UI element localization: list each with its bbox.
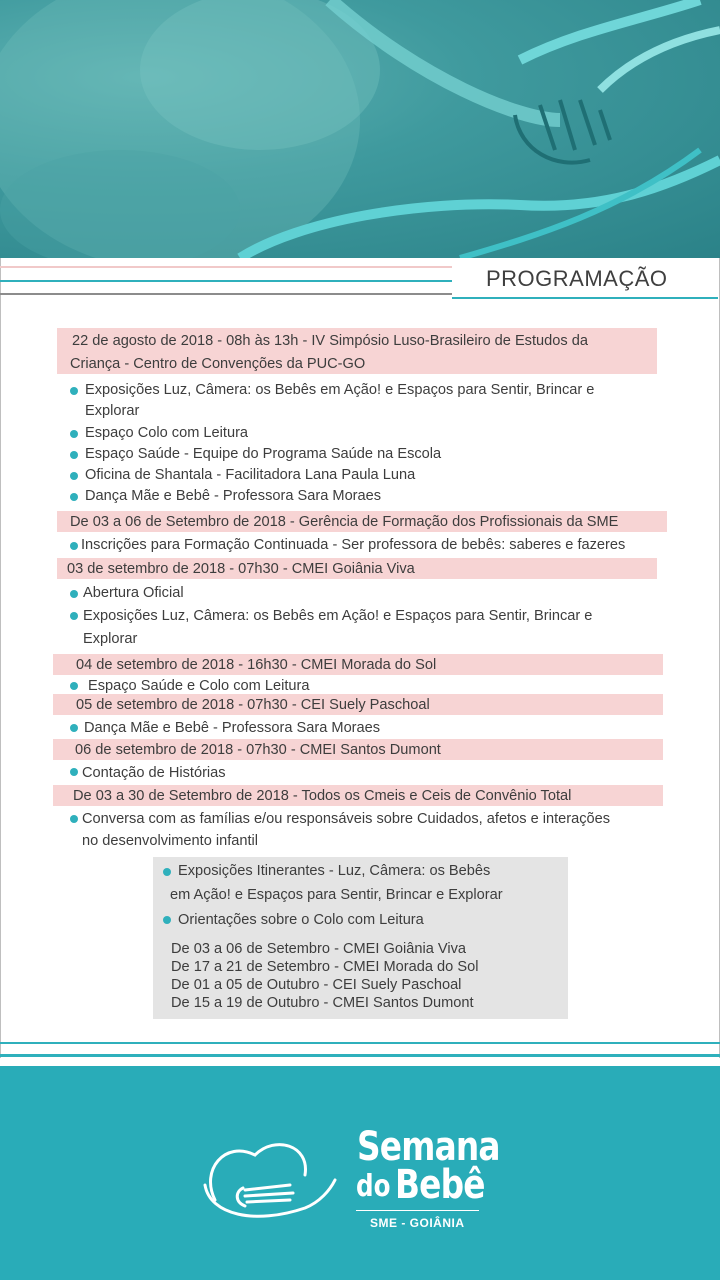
list-item: Dança Mãe e Bebê - Professora Sara Moraes xyxy=(85,488,382,504)
brand-semana: Semana xyxy=(357,1124,500,1170)
section-heading: De 03 a 06 de Setembro de 2018 - Gerência de Formação dos Profissionais da SME xyxy=(70,514,619,530)
list-item: Dança Mãe e Bebê - Professora Sara Moraes xyxy=(84,720,381,736)
bullet-icon xyxy=(70,612,78,620)
list-item: Espaço Saúde - Equipe do Programa Saúde na Escola xyxy=(85,446,442,462)
list-item: Espaço Colo com Leitura xyxy=(85,425,249,441)
hero-banner xyxy=(0,0,720,258)
section-heading: 05 de setembro de 2018 - 07h30 - CEI Suely Paschoal xyxy=(76,697,430,713)
bullet-icon xyxy=(163,868,171,876)
section-heading: 04 de setembro de 2018 - 16h30 - CMEI Morada do Sol xyxy=(76,657,437,673)
section-heading: 03 de setembro de 2018 - 07h30 - CMEI Goiânia Viva xyxy=(67,561,415,577)
schedule-line: De 15 a 19 de Outubro - CMEI Santos Dumont xyxy=(171,995,474,1011)
schedule-line: De 01 a 05 de Outubro - CEI Suely Paschoal xyxy=(171,977,462,993)
bullet-icon xyxy=(70,387,78,395)
itinerant-item: em Ação! e Espaços para Sentir, Brincar e Explorar xyxy=(170,887,503,903)
hands-heart-icon xyxy=(195,1130,355,1230)
itinerant-item: Exposições Itinerantes - Luz, Câmera: os Bebês xyxy=(178,863,491,879)
bullet-icon xyxy=(70,768,78,776)
schedule-line: De 03 a 06 de Setembro - CMEI Goiânia Viva xyxy=(171,941,467,957)
brand-sub: SME - GOIÂNIA xyxy=(370,1216,465,1230)
list-item: Inscrições para Formação Continuada - Ser professora de bebês: saberes e fazeres xyxy=(81,537,626,553)
stripe-gray xyxy=(0,293,452,295)
bullet-icon xyxy=(70,472,78,480)
brand-bebe: Bebê xyxy=(395,1162,485,1208)
list-item: Exposições Luz, Câmera: os Bebês em Ação! e Espaços para Sentir, Brincar e xyxy=(85,382,595,398)
bullet-icon xyxy=(70,430,78,438)
list-item: Abertura Oficial xyxy=(83,585,184,601)
bullet-icon xyxy=(70,682,78,690)
list-item: Conversa com as famílias e/ou responsáveis sobre Cuidados, afetos e interações xyxy=(82,811,611,827)
list-item: Oficina de Shantala - Facilitadora Lana Paula Luna xyxy=(85,467,416,483)
list-item: no desenvolvimento infantil xyxy=(82,833,259,849)
bullet-icon xyxy=(163,916,171,924)
bullet-icon xyxy=(70,451,78,459)
page-title: PROGRAMAÇÃO xyxy=(486,266,668,291)
list-item: Contação de Histórias xyxy=(82,765,226,781)
bullet-icon xyxy=(70,493,78,501)
bullet-icon xyxy=(70,724,78,732)
bullet-icon xyxy=(70,590,78,598)
stripe-teal-bottom-2 xyxy=(0,1054,720,1057)
schedule-line: De 17 a 21 de Setembro - CMEI Morada do Sol xyxy=(171,959,479,975)
baby-hand-illustration xyxy=(0,0,720,258)
list-item: Explorar xyxy=(83,631,138,647)
stripe-pink xyxy=(0,266,452,268)
section-heading: Criança - Centro de Convenções da PUC-GO xyxy=(70,356,366,372)
section-heading: De 03 a 30 de Setembro de 2018 - Todos os Cmeis e Ceis de Convênio Total xyxy=(73,788,572,804)
bullet-icon xyxy=(70,815,78,823)
bullet-icon xyxy=(70,542,78,550)
section-heading: 06 de setembro de 2018 - 07h30 - CMEI Santos Dumont xyxy=(75,742,441,758)
stripe-teal-bottom xyxy=(0,1042,720,1044)
stripe-teal-right xyxy=(452,297,718,299)
list-item: Espaço Saúde e Colo com Leitura xyxy=(88,678,310,694)
brand-do: do xyxy=(356,1169,391,1204)
list-item: Exposições Luz, Câmera: os Bebês em Ação! e Espaços para Sentir, Brincar e xyxy=(83,608,593,624)
section-heading: 22 de agosto de 2018 - 08h às 13h - IV Simpósio Luso-Brasileiro de Estudos da xyxy=(72,333,588,349)
stripe-teal xyxy=(0,280,452,282)
itinerant-item: Orientações sobre o Colo com Leitura xyxy=(178,912,424,928)
list-item: Explorar xyxy=(85,403,140,419)
brand-divider xyxy=(356,1210,479,1211)
